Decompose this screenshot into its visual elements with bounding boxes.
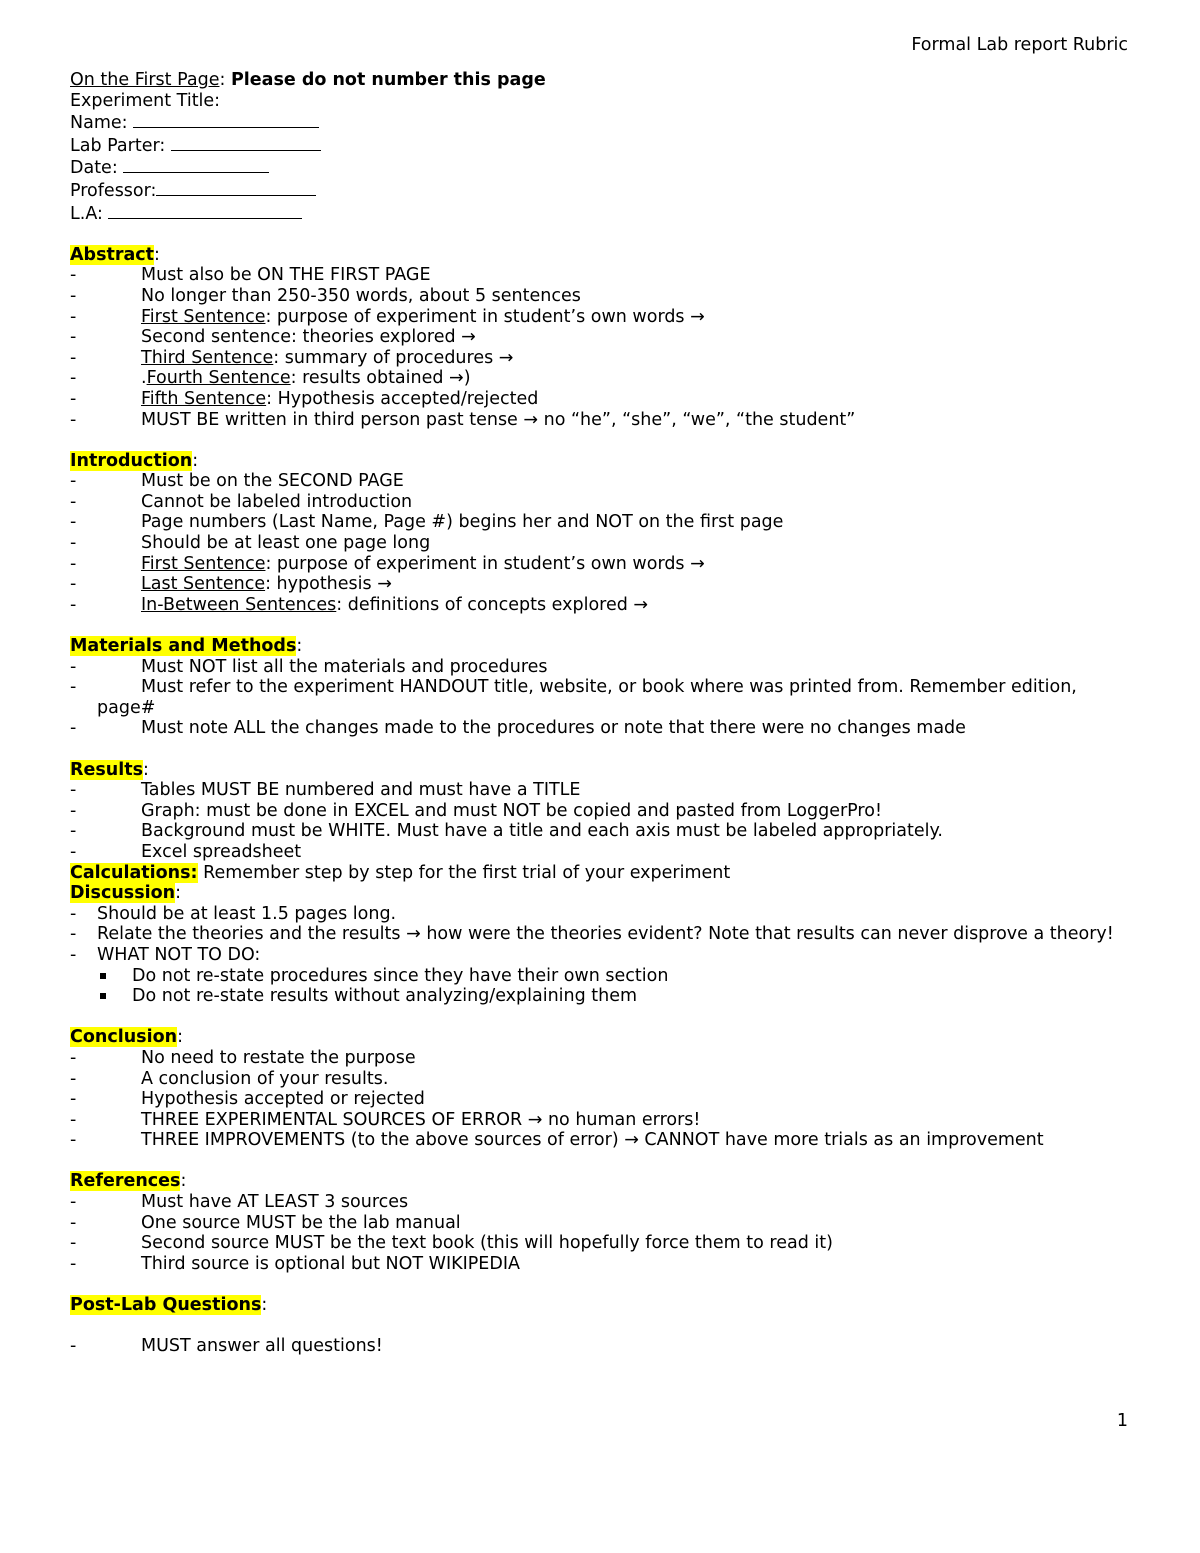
conclusion-heading — [70, 1027, 1140, 1048]
field-label: Professor: — [70, 180, 157, 201]
list-item — [70, 595, 1140, 616]
dash-bullet: - — [70, 1089, 77, 1110]
list-item — [70, 945, 1140, 966]
heading-colon: : — [180, 1171, 187, 1192]
square-bullet-icon — [100, 973, 106, 979]
section-heading: References — [70, 1171, 181, 1192]
blank-line — [156, 179, 316, 196]
field-date — [70, 156, 1140, 179]
dash-bullet: - — [70, 1068, 77, 1089]
dash-bullet: - — [70, 924, 77, 945]
item-text: : Hypothesis accepted/rejected — [266, 388, 539, 409]
dash-bullet: - — [70, 1212, 77, 1233]
item-text: No longer than 250-350 words, about 5 sentences — [141, 285, 581, 306]
item-text: Second source MUST be the text book (this will hopefully force them to read it) — [141, 1233, 833, 1254]
list-item — [70, 1336, 1140, 1357]
list-item — [70, 410, 1140, 431]
heading-colon: : — [177, 1027, 183, 1048]
dash-bullet: - — [70, 285, 77, 306]
list-item — [70, 1048, 1140, 1069]
section-heading: Introduction — [70, 450, 193, 471]
list-item — [70, 842, 1140, 863]
dash-bullet: - — [70, 656, 77, 677]
dash-bullet: - — [70, 594, 77, 615]
item-text: Tables MUST BE numbered and must have a TITLE — [141, 780, 581, 801]
item-text: Must also be ON THE FIRST PAGE — [141, 265, 431, 286]
dash-bullet: - — [70, 388, 77, 409]
dash-bullet: - — [70, 841, 77, 862]
references-heading — [70, 1171, 1140, 1192]
dash-bullet: - — [70, 1253, 77, 1274]
field-professor — [70, 179, 1140, 202]
item-text: : summary of procedures → — [273, 347, 514, 368]
item-underlined: Last Sentence — [141, 574, 266, 595]
field-experiment-title — [70, 91, 1140, 112]
blank-line — [108, 202, 302, 219]
first-page-colon: : — [219, 70, 231, 90]
blank-line — [123, 156, 269, 173]
item-text: Do not re-state procedures since they have their own section — [132, 965, 669, 986]
dash-bullet: - — [70, 512, 77, 533]
item-underlined: First Sentence — [141, 306, 266, 327]
list-item — [70, 327, 1140, 348]
item-underlined: Fifth Sentence — [141, 388, 267, 409]
list-item — [70, 574, 1140, 595]
list-item — [70, 492, 1140, 513]
list-item — [70, 821, 1140, 842]
section-heading: Discussion — [70, 883, 176, 904]
item-text: Should be at least 1.5 pages long. — [97, 903, 397, 924]
first-page-label: On the First Page — [70, 70, 220, 90]
blank-line — [133, 111, 319, 128]
dash-bullet: - — [70, 1130, 77, 1151]
item-text: Must have AT LEAST 3 sources — [141, 1192, 409, 1213]
dash-bullet: - — [70, 800, 77, 821]
dash-bullet: - — [70, 1233, 77, 1254]
heading-colon: : — [192, 450, 199, 471]
item-text: Page numbers (Last Name, Page #) begins her and NOT on the first page — [141, 512, 784, 533]
item-text: Must NOT list all the materials and procedures — [141, 656, 548, 677]
section-heading: Abstract — [70, 244, 155, 265]
item-text: No need to restate the purpose — [141, 1047, 416, 1068]
field-label: Name: — [70, 113, 134, 134]
heading-colon: : — [154, 244, 160, 265]
item-underlined: In-Between Sentences — [141, 594, 337, 615]
dash-bullet: - — [70, 821, 77, 842]
dash-bullet: - — [70, 677, 77, 698]
list-item — [70, 554, 1140, 575]
heading-colon: : — [143, 759, 149, 780]
list-item — [70, 1213, 1140, 1234]
item-text: page# — [97, 697, 156, 718]
dash-bullet: - — [70, 574, 77, 595]
item-text: Relate the theories and the results → how were the theories evident? Note that results can never disprove a theory! — [97, 924, 1114, 945]
list-item — [70, 1130, 1140, 1151]
item-underlined: Fourth Sentence — [146, 368, 291, 389]
dash-bullet: - — [70, 780, 77, 801]
item-text: Cannot be labeled introduction — [141, 491, 413, 512]
item-text: THREE EXPERIMENTAL SOURCES OF ERROR → no human errors! — [141, 1109, 701, 1130]
dash-bullet: - — [70, 491, 77, 512]
dash-bullet: - — [70, 471, 77, 492]
list-item — [70, 471, 1140, 492]
field-label: Experiment Title: — [70, 90, 221, 111]
item-text: Must refer to the experiment HANDOUT title, website, or book where was printed from. Remember edition, — [141, 677, 1077, 698]
item-text: Remember step by step for the first trial of your experiment — [197, 862, 731, 883]
list-item — [70, 389, 1140, 410]
item-text: MUST answer all questions! — [141, 1336, 383, 1357]
list-item — [70, 657, 1140, 678]
item-text: Do not re-state results without analyzing/explaining them — [132, 986, 638, 1007]
list-item — [70, 265, 1140, 286]
item-text: Second sentence: theories explored → — [141, 327, 476, 348]
list-item — [70, 1254, 1140, 1275]
list-item-continuation — [70, 698, 1140, 719]
square-bullet-icon — [100, 993, 106, 999]
list-item — [70, 780, 1140, 801]
dash-bullet: - — [70, 1047, 77, 1068]
abstract-heading — [70, 245, 1140, 266]
list-item — [70, 677, 1140, 698]
materials-heading — [70, 636, 1140, 657]
dash-bullet: - — [70, 1192, 77, 1213]
dash-bullet: - — [70, 327, 77, 348]
first-page-heading — [70, 70, 1140, 91]
dash-bullet: - — [70, 944, 77, 965]
dash-bullet: - — [70, 347, 77, 368]
list-item — [70, 512, 1140, 533]
section-heading: Materials and Methods — [70, 636, 297, 657]
item-text: : results obtained →) — [290, 368, 471, 389]
list-item — [70, 904, 1140, 925]
list-item — [70, 348, 1140, 369]
dash-bullet: - — [70, 718, 77, 739]
section-heading: Post-Lab Questions — [70, 1295, 262, 1316]
dash-bullet: - — [70, 1109, 77, 1130]
dash-bullet: - — [70, 553, 77, 574]
item-text: : definitions of concepts explored → — [336, 594, 649, 615]
item-underlined: First Sentence — [141, 553, 266, 574]
field-la — [70, 202, 1140, 225]
calculations-heading — [70, 863, 1140, 884]
list-item — [70, 1192, 1140, 1213]
list-item — [70, 307, 1140, 328]
section-heading: Calculations: — [70, 862, 198, 883]
dash-bullet: - — [70, 368, 77, 389]
item-prefix: . — [141, 368, 147, 389]
list-item — [70, 801, 1140, 822]
dash-bullet: - — [70, 409, 77, 430]
item-text: Must note ALL the changes made to the procedures or note that there were no changes made — [141, 718, 966, 739]
list-item — [70, 1089, 1140, 1110]
blank-line — [171, 134, 321, 151]
heading-colon: : — [175, 883, 181, 904]
field-label: Lab Parter: — [70, 135, 171, 156]
list-item — [70, 924, 1140, 945]
item-text: A conclusion of your results. — [141, 1068, 389, 1089]
item-text: Hypothesis accepted or rejected — [141, 1089, 425, 1110]
document-header-title: Formal Lab report Rubric — [911, 35, 1128, 55]
section-heading: Conclusion — [70, 1027, 178, 1048]
field-name — [70, 111, 1140, 134]
introduction-heading — [70, 451, 1140, 472]
item-text: : purpose of experiment in student’s own words → — [265, 553, 705, 574]
item-text: Must be on the SECOND PAGE — [141, 471, 404, 492]
list-item — [70, 1110, 1140, 1131]
dash-bullet: - — [70, 1336, 77, 1357]
results-heading — [70, 760, 1140, 781]
item-text: One source MUST be the lab manual — [141, 1212, 461, 1233]
dash-bullet: - — [70, 265, 77, 286]
dash-bullet: - — [70, 903, 77, 924]
first-page-note: Please do not number this page — [230, 70, 546, 90]
item-text: Graph: must be done in EXCEL and must NOT be copied and pasted from LoggerPro! — [141, 800, 882, 821]
item-text: Third source is optional but NOT WIKIPEDIA — [141, 1253, 520, 1274]
item-text: : purpose of experiment in student’s own words → — [265, 306, 705, 327]
dash-bullet: - — [70, 306, 77, 327]
item-text: : hypothesis → — [265, 574, 392, 595]
field-label: L.A: — [70, 203, 109, 224]
list-item — [70, 368, 1140, 389]
item-underlined: Third Sentence — [141, 347, 274, 368]
item-text: WHAT NOT TO DO: — [97, 944, 261, 965]
field-lab-partner — [70, 134, 1140, 157]
heading-colon: : — [296, 636, 303, 657]
item-text: Should be at least one page long — [141, 533, 431, 554]
field-label: Date: — [70, 158, 124, 179]
discussion-heading — [70, 883, 1140, 904]
page-number: 1 — [1116, 1411, 1128, 1431]
item-text: MUST BE written in third person past tense → no “he”, “she”, “we”, “the student” — [141, 409, 856, 430]
list-item — [70, 1069, 1140, 1090]
item-text: THREE IMPROVEMENTS (to the above sources of error) → CANNOT have more trials as an improvement — [141, 1130, 1044, 1151]
sub-list-item — [70, 986, 1140, 1007]
list-item — [70, 533, 1140, 554]
heading-colon: : — [261, 1295, 268, 1316]
list-item — [70, 1233, 1140, 1254]
dash-bullet: - — [70, 533, 77, 554]
section-heading: Results — [70, 759, 143, 780]
item-text: Background must be WHITE. Must have a title and each axis must be labeled appropriately. — [141, 821, 943, 842]
sub-list-item — [70, 966, 1140, 987]
postlab-heading — [70, 1295, 1140, 1316]
list-item — [70, 718, 1140, 739]
list-item — [70, 286, 1140, 307]
item-text: Excel spreadsheet — [141, 841, 302, 862]
document-body — [70, 70, 1140, 1357]
